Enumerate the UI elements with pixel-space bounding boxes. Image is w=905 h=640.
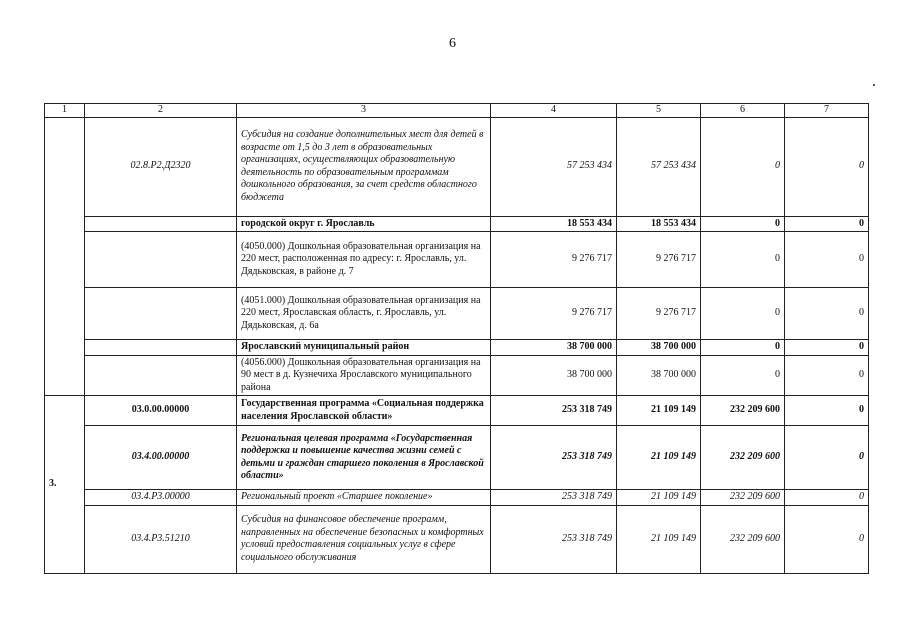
amount-cell: 38 700 000 [617,340,701,356]
amount-cell: 57 253 434 [617,117,701,216]
column-header: 5 [617,104,701,118]
amount-cell: 0 [701,340,785,356]
budget-table [44,103,869,574]
amount-cell: 0 [701,216,785,232]
header-row [45,104,869,118]
code-cell [85,232,237,288]
description-cell: Региональный проект «Старшее поколение» [237,490,491,506]
amount-cell: 38 700 000 [617,355,701,396]
amount-cell: 9 276 717 [617,288,701,340]
table-row [45,426,869,490]
amount-cell: 0 [785,396,869,426]
description-cell: (4050.000) Дошкольная образовательная организация на 220 мест, расположенная по адресу: г. Ярославль, ул. Дядьковская, в районе д. 7 [237,232,491,288]
amount-cell: 38 700 000 [491,355,617,396]
description-cell: Субсидия на создание дополнительных мест для детей в возрасте от 1,5 до 3 лет в образовательных организациях, осуществляющих образовательную деятельность по образовательным программам дошкольного образования, за счет средств областного бюджета [237,117,491,216]
amount-cell: 232 209 600 [701,396,785,426]
amount-cell: 21 109 149 [617,505,701,573]
code-cell: 03.4.Р3.51210 [85,505,237,573]
description-cell: Ярославский муниципальный район [237,340,491,356]
amount-cell: 0 [785,490,869,506]
amount-cell: 0 [785,216,869,232]
amount-cell: 57 253 434 [491,117,617,216]
table-row [45,288,869,340]
amount-cell: 0 [701,288,785,340]
amount-cell: 232 209 600 [701,490,785,506]
column-header: 6 [701,104,785,118]
amount-cell: 0 [785,505,869,573]
amount-cell: 21 109 149 [617,426,701,490]
amount-cell: 0 [785,340,869,356]
description-cell: (4051.000) Дошкольная образовательная организация на 220 мест, Ярославская область, г. Ярославль, ул. Дядьковская, д. 6а [237,288,491,340]
amount-cell: 21 109 149 [617,490,701,506]
scan-speck [873,84,875,86]
code-cell: 03.0.00.00000 [85,396,237,426]
amount-cell: 38 700 000 [491,340,617,356]
table-row [45,232,869,288]
table-row [45,355,869,396]
amount-cell: 9 276 717 [617,232,701,288]
code-cell: 02.8.Р2.Д2320 [85,117,237,216]
amount-cell: 0 [785,355,869,396]
column-header: 2 [85,104,237,118]
table-row [45,117,869,216]
page-number: 6 [449,36,456,51]
description-cell: (4056.000) Дошкольная образовательная организация на 90 мест в д. Кузнечиха Ярославского муниципального района [237,355,491,396]
amount-cell: 0 [785,288,869,340]
table-row [45,340,869,356]
amount-cell: 21 109 149 [617,396,701,426]
column-header: 4 [491,104,617,118]
amount-cell: 0 [701,355,785,396]
amount-cell: 232 209 600 [701,505,785,573]
code-cell [85,288,237,340]
column-header: 7 [785,104,869,118]
code-cell [85,355,237,396]
row-index-cell: 3. [45,396,85,574]
amount-cell: 18 553 434 [491,216,617,232]
amount-cell: 253 318 749 [491,396,617,426]
description-cell: Субсидия на финансовое обеспечение программ, направленных на обеспечение безопасных и комфортных условий предоставления социальных услуг в сфере социального обслуживания [237,505,491,573]
table-row [45,505,869,573]
description-cell: городской округ г. Ярославль [237,216,491,232]
row-index-cell [45,117,85,396]
code-cell [85,340,237,356]
code-cell: 03.4.00.00000 [85,426,237,490]
description-cell: Региональная целевая программа «Государственная поддержка и повышение качества жизни семей с детьми и граждан старшего поколения в Ярославской области» [237,426,491,490]
amount-cell: 0 [785,117,869,216]
amount-cell: 0 [701,117,785,216]
amount-cell: 18 553 434 [617,216,701,232]
code-cell: 03.4.Р3.00000 [85,490,237,506]
column-header: 3 [237,104,491,118]
amount-cell: 232 209 600 [701,426,785,490]
description-cell: Государственная программа «Социальная поддержка населения Ярославской области» [237,396,491,426]
amount-cell: 253 318 749 [491,505,617,573]
amount-cell: 0 [701,232,785,288]
amount-cell: 253 318 749 [491,490,617,506]
amount-cell: 0 [785,426,869,490]
table-row [45,490,869,506]
amount-cell: 9 276 717 [491,288,617,340]
table-row [45,216,869,232]
table-row [45,396,869,426]
column-header: 1 [45,104,85,118]
amount-cell: 0 [785,232,869,288]
code-cell [85,216,237,232]
amount-cell: 9 276 717 [491,232,617,288]
amount-cell: 253 318 749 [491,426,617,490]
